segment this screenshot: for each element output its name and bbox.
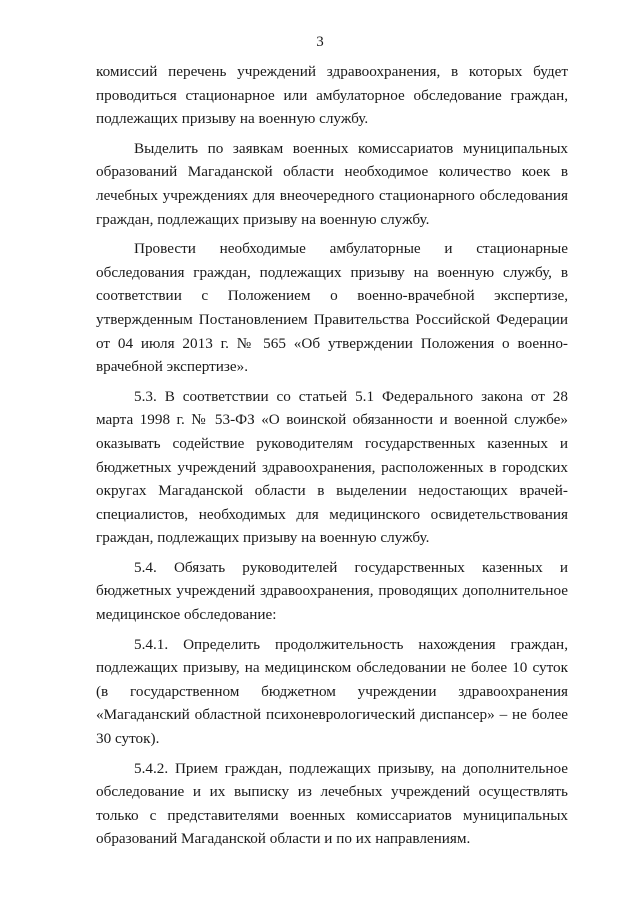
paragraph-5-3: 5.3. В соответствии со статьей 5.1 Федерального закона от 28 марта 1998 г. № 53-ФЗ «О воинской обязанности и военной службе» оказывать содействие руководителям государственных казенных и бюджетных учреждений здравоохранения, расположенных в городских округах Магаданской области в выделении недостающих врачей-специалистов, необходимых для медицинского освидетельствования граждан, подлежащих призыву на военную службу. — [96, 387, 568, 547]
paragraph-conduct-examinations: Провести необходимые амбулаторные и стационарные обследования граждан, подлежащих призыву на военную службу, в соответствии с Положением о военно-врачебной экспертизе, утвержденным Постановлением Правительства Российской Федерации от 04 июля 2013 г. № 565 «Об утверждении Положения о военно-врачебной экспертизе». — [96, 240, 568, 376]
paragraph-allocate-beds: Выделить по заявкам военных комиссариатов муниципальных образований Магаданской области необходимое количество коек в лечебных учреждениях для внеочередного стационарного обследования граждан, подлежащих призыву на военную службу. — [96, 139, 568, 228]
document-body — [96, 60, 568, 857]
paragraph-5-4-2: 5.4.2. Прием граждан, подлежащих призыву, на дополнительное обследование и их выписку из лечебных учреждений осуществлять только с представителями военных комиссариатов муниципальных образований Магаданской области и по их направлениям. — [96, 759, 568, 848]
paragraph-continuation: комиссий перечень учреждений здравоохранения, в которых будет проводиться стационарное или амбулаторное обследование граждан, подлежащих призыву на военную службу. — [96, 63, 568, 128]
paragraph-5-4-1: 5.4.1. Определить продолжительность нахождения граждан, подлежащих призыву, на медицинском обследовании не более 10 суток (в государственном бюджетном учреждении здравоохранения «Магаданский областной психоневрологический диспансер» – не более 30 суток). — [96, 635, 568, 748]
paragraph-5-4: 5.4. Обязать руководителей государственных казенных и бюджетных учреждений здравоохранения, проводящих дополнительное медицинское обследование: — [96, 558, 568, 624]
page-number: 3 — [316, 34, 324, 50]
